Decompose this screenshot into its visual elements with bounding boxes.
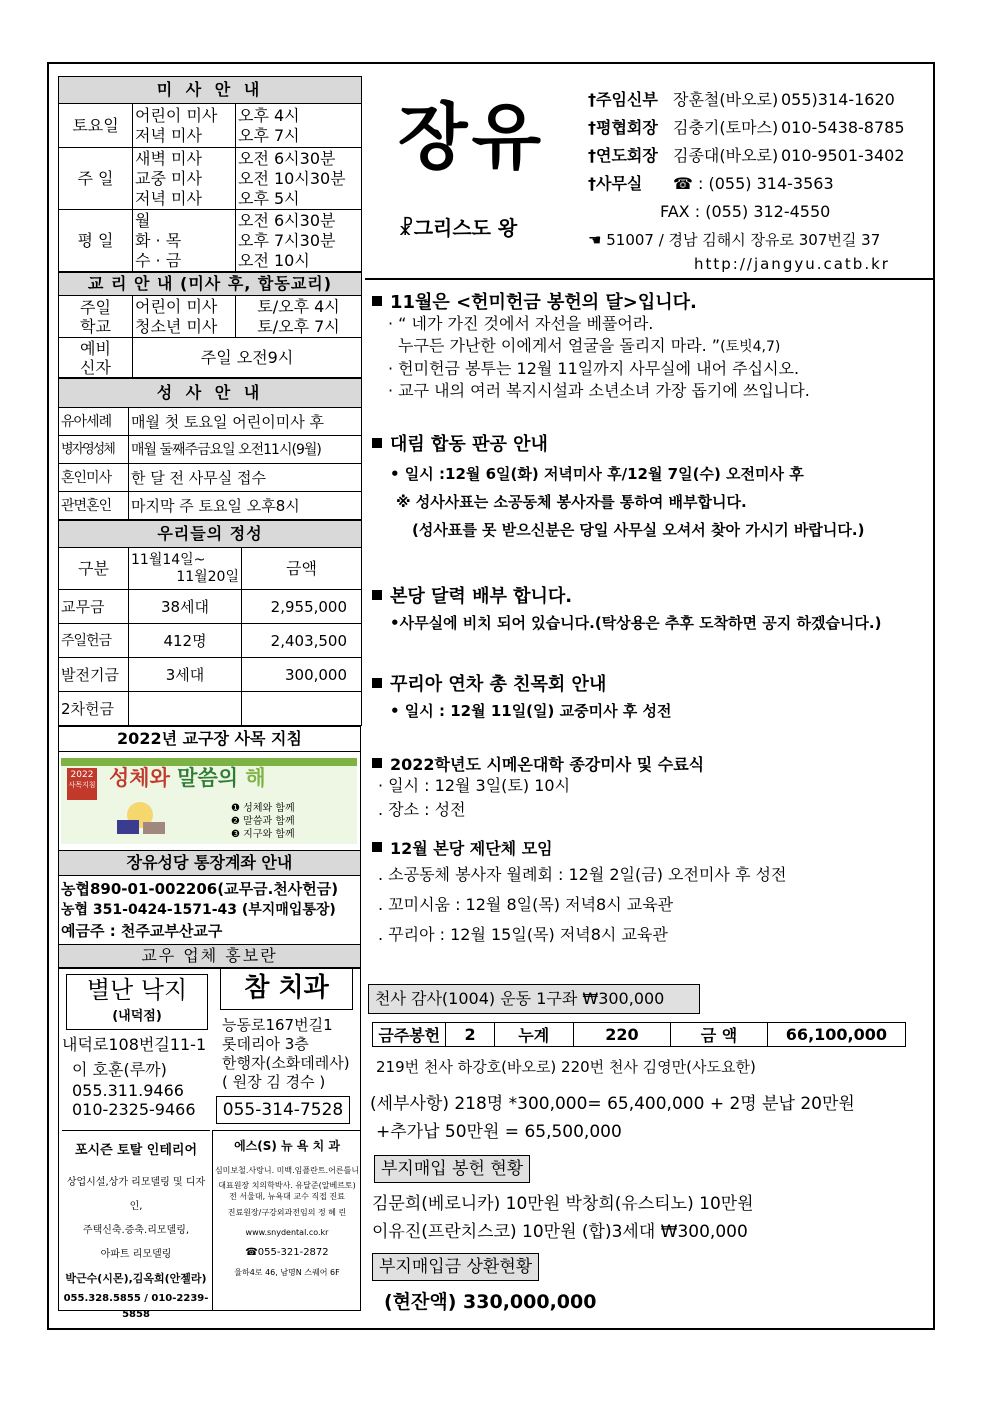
contact-role: 연도회장 (596, 146, 658, 165)
contact-phone: 010-9501-3402 (781, 146, 905, 165)
sunday-school-label: 주일 (80, 297, 111, 317)
chi-rho-icon: ☧ (398, 216, 414, 240)
ad4-line: 전 서울대, 뉴욕대 교수 직접 진료 (229, 1192, 345, 1201)
banner-slogan (109, 768, 266, 788)
mass-time: 오후 7시 (238, 125, 300, 145)
sacrament-text: 매월 첫 토요일 어린이미사 후 (129, 408, 362, 436)
sacrament-label: 관면혼인 (59, 492, 129, 520)
address: 51007 / 경남 김해시 장유로 307번길 37 (606, 231, 881, 249)
ad2-addr: 능동로167번길1 (222, 1016, 333, 1034)
notice-line: (성사표를 못 받으신분은 당일 사무실 오셔서 찾아 가시기 바랍니다.) (412, 521, 865, 539)
masthead-feast (398, 212, 517, 241)
sacraments-table (58, 378, 362, 520)
ad2-doctor: 한행자(소화데레사) (222, 1054, 350, 1072)
notice-title-text: 꾸리아 연차 총 친목회 안내 (390, 674, 607, 695)
diocese-banner (61, 758, 357, 844)
mass-day-saturday: 토요일 (59, 104, 133, 148)
banner-year (67, 768, 97, 800)
offering-label: 교무금 (59, 590, 129, 624)
ad1-name: 별난 낙지 (86, 976, 188, 1004)
offerings-table (58, 520, 362, 726)
children-mass: 어린이 미사 (135, 296, 218, 316)
sacrament-label: 혼인미사 (59, 464, 129, 492)
mass-time: 오후 7시30분 (238, 230, 336, 250)
mass-title: 미 사 안 내 (59, 77, 362, 104)
diocese-title: 2022년 교구장 사목 지침 (59, 727, 361, 752)
ad1-tel: 010-2325-9466 (72, 1100, 196, 1119)
notice6-body (378, 860, 786, 950)
ad3-line: 아파트 리모델링 (100, 1249, 172, 1260)
notice1-title (372, 288, 697, 314)
contact-phone: 055)314-1620 (781, 90, 895, 109)
angel-details (370, 1090, 855, 1146)
mass-item: 저녁 미사 (135, 188, 202, 208)
contact-phone: 010-5438-8785 (781, 118, 905, 137)
prebaptism-time: 주일 오전9시 (133, 338, 362, 378)
contact-role: 주임신부 (596, 90, 658, 109)
notice1-body (388, 313, 810, 402)
mass-item: 수 · 금 (135, 250, 182, 270)
notice-line: ※ 성사사표는 소공동체 봉사자를 통하여 배부합니다. (396, 493, 747, 511)
mass-time: 오후 4시 (238, 105, 300, 125)
notice-ref: (토빗4,7) (720, 339, 781, 355)
notice4-body: • 일시 : 12월 11일(일) 교중미사 후 성전 (390, 702, 672, 720)
sacrament-label: 병자영성체 (59, 436, 129, 464)
angel-cell: 66,100,000 (767, 1023, 905, 1047)
ad2-info (222, 1016, 350, 1092)
ads-title: 교우 업체 홍보란 (59, 945, 361, 968)
offering-count (129, 692, 242, 726)
prebaptism-label: 예비 (80, 338, 111, 358)
ad1-info (62, 1034, 206, 1119)
angel-cell: 2 (446, 1023, 494, 1047)
mass-day-weekday: 평 일 (59, 210, 133, 272)
ad3-tel: 055.328.5855 / 010-2239-5858 (63, 1293, 209, 1320)
notice3-title (372, 582, 572, 608)
contact-name: 장훈철(바오로) (673, 90, 779, 109)
slogan-b: 말씀의 (177, 766, 239, 790)
ad-interior (62, 1130, 210, 1320)
angel-cell: 220 (573, 1023, 670, 1047)
offering-amount: 2,403,500 (242, 624, 362, 658)
angel-cell: 누계 (494, 1023, 573, 1047)
ad1-sub: (내덕점) (112, 1009, 162, 1024)
period: 11월14일~ (131, 551, 206, 568)
offering-amount: 300,000 (242, 658, 362, 692)
contact-name: 김충기(토마스) (673, 118, 779, 137)
offering-amount (242, 692, 362, 726)
mass-item: 저녁 미사 (135, 125, 202, 145)
ad3-line: 상업시설,상가 리모델링 및 디자인, (66, 1177, 206, 1212)
angel-names: 219번 천사 하강호(바오로) 220번 천사 김영만(사도요한) (376, 1058, 756, 1076)
ad2-tel: 055-314-7528 (216, 1096, 350, 1124)
notice5-title (372, 752, 704, 775)
ad1-tel: 055.311.9466 (72, 1081, 184, 1100)
feast-text: 그리스도 왕 (413, 216, 518, 240)
header-divider (365, 278, 935, 280)
notice-line: · 헌미헌금 봉투는 12월 11일까지 사무실에 내어 주십시오. (388, 359, 800, 378)
masthead-title: 장유 (398, 95, 546, 179)
notice3-body: •사무실에 비치 되어 있습니다.(탁상용은 추후 도착하면 공지 하겠습니다.) (390, 614, 882, 632)
mass-item: 월 (135, 210, 151, 230)
ad3-line: 주택신축.증축.리모델링, (82, 1225, 190, 1236)
angel-cell: 금 액 (671, 1023, 768, 1047)
bank-line: 예금주 : 천주교부산교구 (61, 921, 223, 940)
land-offer-line: 김문희(베로니카) 10만원 박창희(유스티노) 10만원 (372, 1194, 754, 1214)
notice6-title (372, 836, 553, 859)
mass-time: 오전 10시 (238, 250, 310, 270)
sunday-school-label: 학교 (80, 316, 111, 336)
banner-year-text: 2022 (70, 770, 94, 780)
ad4-line: 심미보철.사랑니. 미백.임플란트.어른틀니 (214, 1166, 360, 1175)
notice-line: . 꼬미시움 : 12월 8일(목) 저녁8시 교육관 (378, 895, 674, 914)
notice5-body (378, 774, 570, 822)
offering-count: 412명 (129, 624, 242, 658)
notice-title-text: 11월은 <헌미헌금 봉헌의 달>입니다. (390, 292, 697, 313)
sacrament-text: 한 달 전 사무실 접수 (129, 464, 362, 492)
land-repay-title: 부지매입금 상환현황 (372, 1253, 539, 1281)
mass-item: 화 · 목 (135, 230, 182, 250)
mass-day-sunday: 주 일 (59, 148, 133, 210)
notice-title-text: 대림 합동 판공 안내 (390, 434, 548, 455)
contact-list: †주임신부 장훈철(바오로) 055)314-1620 †평협회장 김충기(토마스) 010-5438-8785 †연도회장 김종대(바오로) 010-9501-3402 †사무실 ☎ : (055) 314-3563 FAX : (055) 312-4550 ☚ 51007 / 경남 김해시 장유로 307번길 37 http://jangyu.catb.kr (588, 86, 905, 274)
banner-sub: 사목지침 (68, 781, 96, 789)
offering-amount: 2,955,000 (242, 590, 362, 624)
sacrament-text: 매월 둘째주금요일 오전11시(9월) (129, 436, 362, 464)
mass-table (58, 76, 362, 272)
notice-title-text: 12월 본당 제단체 모임 (390, 839, 553, 858)
mass-time: 오후 5시 (238, 188, 300, 208)
banner-point: 말씀과 함께 (243, 816, 295, 827)
land-balance: (현잔액) 330,000,000 (384, 1291, 597, 1313)
notice-line: · 일시 : 12월 3일(토) 10시 (378, 776, 571, 795)
notice2-body (390, 460, 864, 544)
prebaptism-label: 신자 (80, 357, 111, 377)
notice-line: · 교구 내의 여러 복지시설과 소년소녀 가장 돕기에 쓰입니다. (388, 381, 810, 400)
notice-line: . 꾸리아 : 12월 15일(목) 저녁8시 교육관 (378, 925, 668, 944)
offering-count: 3세대 (129, 658, 242, 692)
land-offer-line: 이유진(프란치스코) 10만원 (합)3세대 ₩300,000 (372, 1222, 748, 1242)
diocese-table (58, 726, 361, 968)
ad1-owner: 이 호훈(루까) (72, 1060, 167, 1079)
catechism-table (58, 272, 362, 378)
bank-line: 농협890-01-002206(교무금.천사헌금) (61, 879, 339, 898)
children-time: 토/오후 4시 (257, 296, 340, 316)
land-offer-list (372, 1190, 754, 1246)
ad-nakji (66, 974, 208, 1030)
mass-item: 어린이 미사 (135, 105, 218, 125)
angel-campaign-title: 천사 감사(1004) 운동 1구좌 ₩300,000 (368, 984, 700, 1014)
period: 11월20일 (176, 568, 239, 585)
offerings-title: 우리들의 정성 (59, 521, 362, 548)
notice4-title (372, 670, 606, 696)
mass-time: 오전 6시30분 (238, 148, 336, 168)
fax: FAX : (055) 312-4550 (660, 202, 831, 221)
contact-name: 김종대(바오로) (673, 146, 779, 165)
notice2-title (372, 430, 548, 456)
land-offer-title: 부지매입 봉헌 현황 (374, 1155, 530, 1183)
banner-point: 지구와 함께 (243, 829, 295, 840)
youth-mass: 청소년 미사 (135, 316, 218, 336)
ad-ny-dental (212, 1130, 361, 1311)
ad4-line: 진료원장/구강외과전임의 정 혜 린 (227, 1208, 347, 1217)
sacrament-text: 마지막 주 토요일 오후8시 (129, 492, 362, 520)
banner-points: ❶ 성체와 함께 ❷ 말씀과 함께 ❸ 지구와 함께 (231, 803, 295, 840)
slogan-a: 성체와 (109, 766, 170, 790)
notice-line: • 일시 :12월 6일(화) 저녁미사 후/12월 7일(수) 오전미사 후 (390, 465, 804, 483)
ad2-director: ( 원장 김 경수 ) (222, 1073, 326, 1091)
ad3-owner: 박근수(시몬),김옥희(안젤라) (65, 1272, 207, 1285)
notice-line: . 장소 : 성전 (378, 800, 466, 819)
mass-time: 오전 10시30분 (238, 168, 346, 188)
angel-cell: 금주봉헌 (373, 1023, 446, 1047)
contact-role: 평협회장 (596, 118, 658, 137)
notice-title-text: 2022학년도 시메온대학 종강미사 및 수료식 (390, 755, 705, 774)
slogan-c: 해 (245, 766, 266, 790)
notice-line: 누구든 가난한 이에게서 얼굴을 돌리지 마라. ” (398, 336, 721, 355)
ad4-tel: ☎055-321-2872 (245, 1247, 329, 1258)
angel-detail: (세부사항) 218명 *300,000= 65,400,000 + 2명 분납 20만원 (370, 1094, 855, 1114)
website-link[interactable]: http://jangyu.catb.kr (694, 255, 890, 273)
offering-label: 2차헌금 (59, 692, 129, 726)
ad2-name: 참 치과 (244, 973, 329, 1003)
banner-point: 성체와 함께 (243, 803, 295, 814)
offering-label: 주일헌금 (59, 624, 129, 658)
amount-label: 금액 (242, 548, 362, 590)
catechism-title: 교 리 안 내 (미사 후, 합동교리) (59, 273, 362, 296)
ad-cham-dental (220, 968, 353, 1010)
ad3-name: 포시즌 토탈 인테리어 (74, 1143, 198, 1158)
offerings-col-label: 구분 (59, 548, 129, 590)
offering-count: 38세대 (129, 590, 242, 624)
ad4-addr: 율하4로 46, 남명N 스퀘어 6F (234, 1268, 340, 1277)
ad2-addr: 롯데리아 3층 (222, 1035, 309, 1053)
mass-item: 새벽 미사 (135, 148, 202, 168)
left-column (58, 76, 361, 968)
angel-detail: +추가납 50만원 = 65,500,000 (376, 1122, 622, 1142)
sacrament-label: 유아세례 (59, 408, 129, 436)
bank-title: 장유성당 통장계좌 안내 (59, 851, 361, 876)
ad1-addr: 내덕로108번길11-1 (62, 1035, 207, 1054)
notice-line: . 소공동체 봉사자 월례회 : 12월 2일(금) 오전미사 후 성전 (378, 865, 787, 884)
youth-time: 토/오후 7시 (257, 316, 340, 336)
bank-line: 농협 351-0424-1571-43 (부지매입통장) (61, 901, 336, 918)
mass-item: 교중 미사 (135, 168, 202, 188)
notice-line: · “ 네가 가진 것에서 자선을 베풀어라. (388, 314, 654, 333)
sacraments-title: 성 사 안 내 (59, 379, 362, 408)
ad4-web: www.snydental.co.kr (245, 1228, 329, 1237)
chalice-icon (111, 802, 171, 840)
office-phone: ☎ : (055) 314-3563 (673, 174, 834, 193)
mass-time: 오전 6시30분 (238, 210, 336, 230)
ad4-name: 에스(S) 뉴 욕 치 과 (234, 1139, 340, 1153)
notice-title-text: 본당 달력 배부 합니다. (390, 586, 573, 607)
ad4-line: 대표원장 치의학박사. 유달준(알베르토) (218, 1181, 356, 1190)
offering-label: 발전기금 (59, 658, 129, 692)
office-label: 사무실 (596, 174, 643, 193)
hand-pointer-icon: ☚ (588, 231, 602, 249)
angel-summary-table (372, 1022, 906, 1047)
